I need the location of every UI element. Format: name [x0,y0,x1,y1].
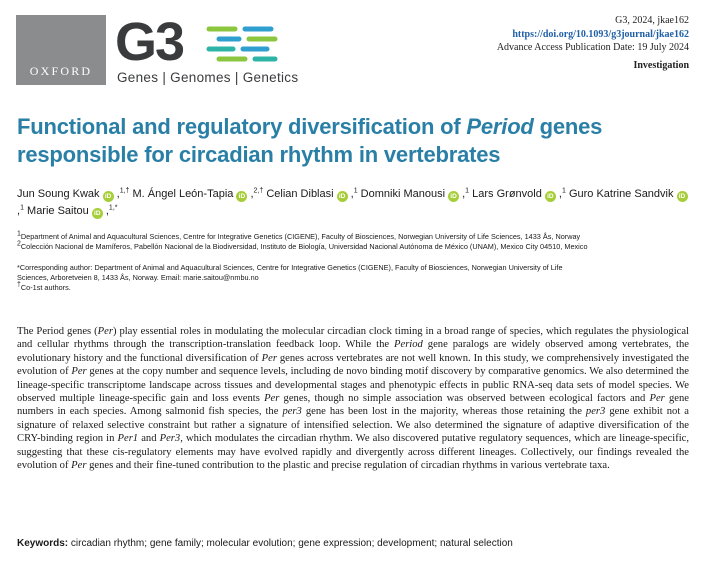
keywords-label: Keywords: [17,538,69,549]
orcid-icon[interactable]: iD [337,191,348,202]
affiliation-1: $^1$Department of Animal and Aquacultural Sciences, Centre for Integrative Genetics (CIGENE), Faculty of Biosciences, Norwegian University of Life Sciences, 1433 Ås, Norway [17,230,581,241]
keywords-text: circadian rhythm; gene family; molecular evolution; gene expression; development; natural selection [70,538,513,549]
journal-logo-text: G3 [115,12,184,72]
author-name: Domniki Manousi [360,188,446,200]
author: Guro Katrine Sandvik iD ,$^1$ [17,188,688,217]
orcid-icon[interactable]: iD [92,208,103,219]
author: Marie Saitou iD ,$^{1,*}$ [27,204,118,217]
author-affiliation-marker: 1 [353,187,358,195]
corresponding-author-line2: Sciences, Arboretveien 8, 1433 Ås, Norway. Email: marie.saitou@nmbu.no [17,273,259,282]
author-name: Marie Saitou [27,205,89,217]
author-affiliation-marker: 1,* [108,204,118,212]
citation: G3, 2024, jkae162 [615,15,689,26]
oxford-logo [16,15,106,85]
journal-tagline: Genes | Genomes | Genetics [117,70,299,85]
author-name: Celian Diblasi [266,188,334,200]
keywords [17,538,513,549]
author-affiliation-marker: 1 [561,187,566,195]
orcid-icon[interactable]: iD [448,191,459,202]
article-type: Investigation [633,59,689,71]
affiliation-2: $^2$Colección Nacional de Mamíferos, Pabellón Nacional de la Biodiversidad, Instituto de Biología, Universidad Nacional Autónoma de México (UNAM), Mexico City 04510, Mexico [17,240,588,251]
author-affiliation-marker: 1,† [119,187,130,195]
abstract: The Period genes (Per) play essential roles in modulating the molecular circadian clock timing in a broad range of species, which regulates the physiological and cellular rhythms through the transcription-translation feedback loop. While the Period gene paralogs are widely observed among vertebrates, the evolutionary history and the functional diversification of Per genes across vertebrates are not well known. In this study, we comprehensively investigated the evolution of Per genes at the copy number and sequence levels, including de novo binding motif discovery by comparative genomics. We also determined the lineage-specific transcriptome landscape across tissues and developmental stages and phenotypic effects in public RNA-seq data sets of model species. We observed multiple lineage-specific gain and loss events Per genes, though no simple association was observed between ecological factors and Per gene numbers in each species. Among salmonid fish species, the per3 gene has been lost in the majority, whereas those retaining the per3 gene exhibit not a signature of relaxed selective constraint but rather a signature of intensified selection. We also determined the signature of adaptive diversification of the CRY-binding region in Per1 and Per3, which modulates the circadian rhythm. We also discovered putative regulatory sequences, which are lineage-specific, suggesting that these cis-regulatory elements may have evolved rapidly and divergently across different lineages. Collectively, our findings revealed the evolution of Per genes and their fine-tuned contribution to the plastic and precise regulation of circadian rhythms in various vertebrate taxa. [17,326,690,472]
author-affiliation-marker: 1 [465,187,470,195]
g3-dna-mark [205,21,279,67]
correspondence [17,263,697,293]
author: M. Ángel León-Tapia iD ,$^{2,\dagger}$ [132,187,264,200]
author-name: M. Ángel León-Tapia [132,188,234,200]
orcid-icon[interactable]: iD [545,191,556,202]
author-name: Lars Grønvold [472,188,542,200]
affiliations [17,232,697,252]
publisher-name: OXFORD [29,64,93,78]
doi-link[interactable]: https://doi.org/10.1093/g3journal/jkae162 [512,28,689,40]
author: Domniki Manousi iD ,$^1$ [360,187,470,200]
author: Celian Diblasi iD ,$^1$ [266,187,358,200]
orcid-icon[interactable]: iD [236,191,247,202]
author-name: Guro Katrine Sandvik [568,188,674,200]
author: Jun Soung Kwak iD ,$^{1,\dagger}$ [17,187,130,200]
author: Lars Grønvold iD ,$^1$ [472,187,566,200]
author-name: Jun Soung Kwak [17,188,100,200]
article-meta [497,14,689,72]
orcid-icon[interactable]: iD [103,191,114,202]
co-first-note: †Co-1st authors. [17,281,71,292]
orcid-icon[interactable]: iD [677,191,688,202]
corresponding-author-line1: *Corresponding author: Department of Animal and Aquacultural Sciences, Centre for Integrative Genetics (CIGENE), Faculty of Biosciences, Norwegian University of Life [17,263,563,272]
advance-access-date: Advance Access Publication Date: 19 July 2024 [496,42,689,53]
article-title: Functional and regulatory diversification of Period genes responsible for circadian rhythm in vertebrates [17,114,603,167]
author-affiliation-marker: 2,† [253,187,264,195]
author-affiliation-marker: 1 [20,204,24,212]
author-list [17,186,689,220]
